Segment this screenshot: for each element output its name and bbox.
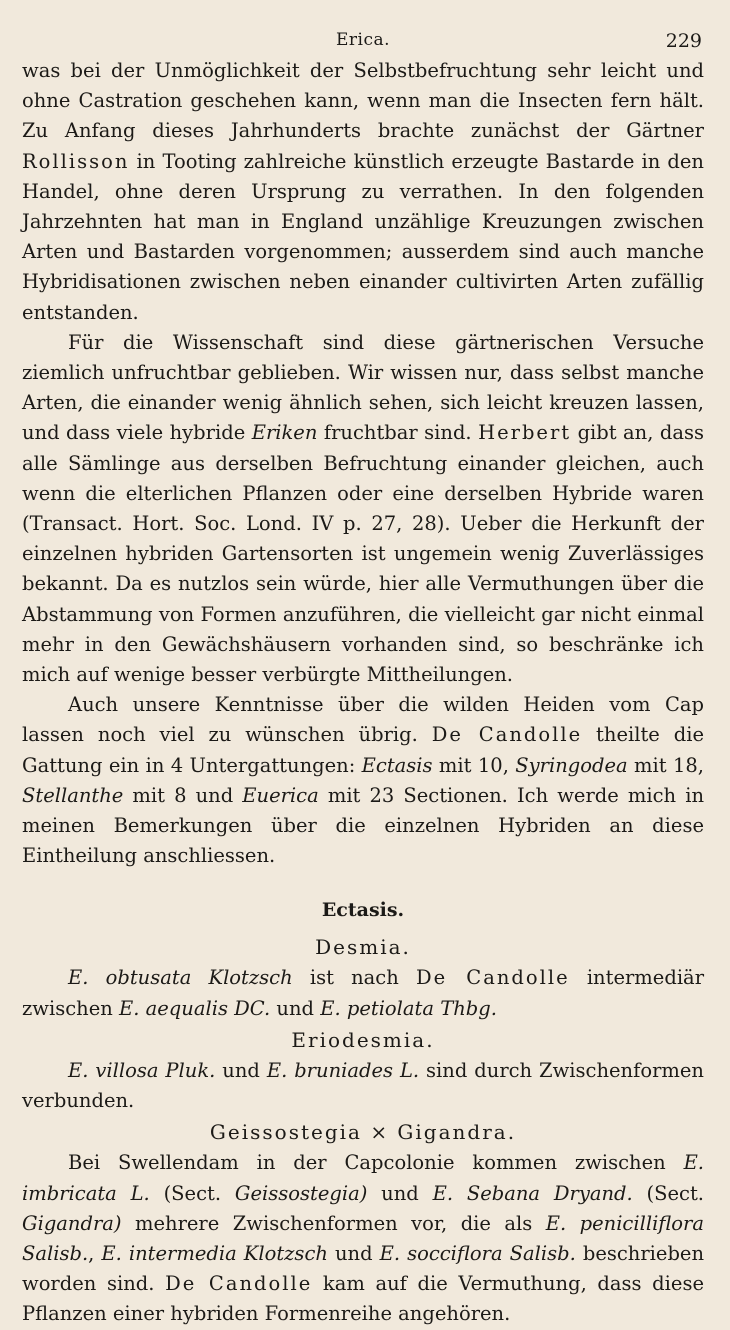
text-run: und (367, 1181, 433, 1205)
body-text (22, 56, 704, 1330)
paragraph-continuation (22, 56, 704, 328)
italic-run: Ectasis (361, 753, 433, 777)
text-run: mit 18, (627, 753, 704, 777)
italic-run: Geissostegia) (234, 1181, 368, 1205)
text-run: (Sect. (632, 1181, 705, 1205)
italic-run: E. obtusata Klotzsch (68, 966, 293, 990)
text-run: sind durch Zwischenformen verbunden. (22, 1058, 704, 1113)
text-run: Für die Wissenschaft sind diese gärtnerischen Versuche ziemlich unfruchtbar geblieben. Wir wissen nur, dass selbst manche Arten, die einander wenig ähnlich sehen, sich leicht kreuzen lassen, und dass viele hybride (22, 330, 704, 445)
spaced-name-run: De Candolle (165, 1272, 313, 1296)
spaced-name-run: Rollisson (22, 149, 130, 173)
italic-run: E. socciflora Salisb. (379, 1241, 576, 1265)
section-heading-eriodesmia: Eriodesmia. (291, 1027, 435, 1052)
italic-run: E. penicilliflora Salisb. (22, 1211, 704, 1265)
italic-run: E. intermedia Klotzsch (101, 1241, 328, 1265)
section-heading-geissostegia-gigandra: Geissostegia × Gigandra. (209, 1120, 517, 1145)
text-run: mehrere Zwischenformen vor, die als (121, 1211, 546, 1235)
italic-run: Stellanthe (22, 783, 124, 807)
text-run: intermediär zwischen (22, 966, 705, 1020)
italic-run: E. bruniades L. (266, 1058, 420, 1082)
running-head (22, 22, 704, 56)
text-run: ist nach (292, 966, 416, 990)
text-run: in Tooting zahlreiche künstlich erzeugte Bastarde in den Handel, ohne deren Ursprung zu verrathen. In den folgenden Jahrzehnten hat man in England unzählige Kreuzungen zwischen Arten und Bastarden vorgenommen; ausserdem sind auch manche Hybridisationen zwischen neben einander cultivirten Arten zufällig entstanden. (22, 149, 704, 324)
italic-run: E. aequalis DC. (119, 996, 271, 1020)
spaced-name-run: De Candolle (431, 723, 583, 747)
text-run: theilte die Gattung ein in 4 Untergattungen: (22, 723, 704, 777)
italic-run: Gigandra) (22, 1211, 122, 1235)
paragraph-wissenschaft (22, 328, 704, 690)
page-number: 229 (665, 30, 702, 52)
italic-run: E. imbricata L. (22, 1151, 704, 1205)
text-run: fruchtbar sind. (317, 421, 479, 445)
paragraph-swellendam (22, 1148, 704, 1329)
italic-run: Eriken (251, 421, 318, 445)
italic-run: E. villosa Pluk. (68, 1058, 216, 1082)
section-heading-ectasis: Ectasis. (321, 899, 405, 922)
text-run: Bei Swellendam in der Capcolonie kommen zwischen (68, 1151, 684, 1175)
text-run: und (270, 996, 321, 1020)
spaced-name-run: De Candolle (415, 966, 570, 990)
paragraph-desmia (22, 963, 704, 1023)
text-run: und (215, 1058, 267, 1082)
text-run: mit 10, (432, 753, 516, 777)
text-run: mit 8 und (123, 783, 243, 807)
italic-run: Syringodea (515, 753, 628, 777)
italic-run: E. Sebana Dryand. (432, 1181, 633, 1205)
text-run: gibt an, dass alle Sämlinge aus derselben Befruchtung einander gleichen, auch wenn die elterlichen Pflanzen oder eine derselben Hybride waren (Transact. Hort. Soc. Lond. IV p. 27, 28). Ueber die Herkunft der einzelnen hybriden Gartensorten ist ungemein wenig Zuverlässiges bekannt. Da es nutzlos sein würde, hier alle Vermuthungen über die Abstammung von Formen anzuführen, die vielleicht gar nicht einmal mehr in den Gewächshäusern vorhanden sind, so beschränke ich mich auf wenige besser verbürgte Mittheilungen. (22, 421, 705, 687)
spaced-name-run: Herbert (478, 421, 572, 445)
text-run: (Sect. (149, 1181, 235, 1205)
italic-run: E. petiolata Thbg. (320, 996, 497, 1020)
text-run: beschrieben worden sind. (22, 1241, 705, 1296)
text-run: mit 23 Sectionen. Ich werde mich in meinen Bemerkungen über die einzelnen Hybriden an diese Eintheilung anschliessen. (22, 783, 705, 868)
running-title: Erica. (335, 30, 391, 50)
section-heading-desmia: Desmia. (315, 935, 411, 960)
text-run: was bei der Unmöglichkeit der Selbstbefruchtung sehr leicht und ohne Castration geschehen kann, wenn man die Insecten fern hält. Zu Anfang dieses Jahrhunderts brachte zunächst der Gärtner (22, 59, 704, 143)
paragraph-kenntnisse (22, 690, 704, 871)
text-run: und (327, 1241, 380, 1265)
text-run: , (88, 1241, 102, 1265)
text-run: Auch unsere Kenntnisse über die wilden Heiden vom Cap lassen noch viel zu wünschen übrig. (22, 693, 704, 747)
text-run: kam auf die Vermuthung, dass diese Pflanzen einer hybriden Formenreihe angehören. (22, 1272, 704, 1326)
italic-run: Euerica (242, 783, 319, 807)
paragraph-eriodesmia (22, 1056, 704, 1116)
